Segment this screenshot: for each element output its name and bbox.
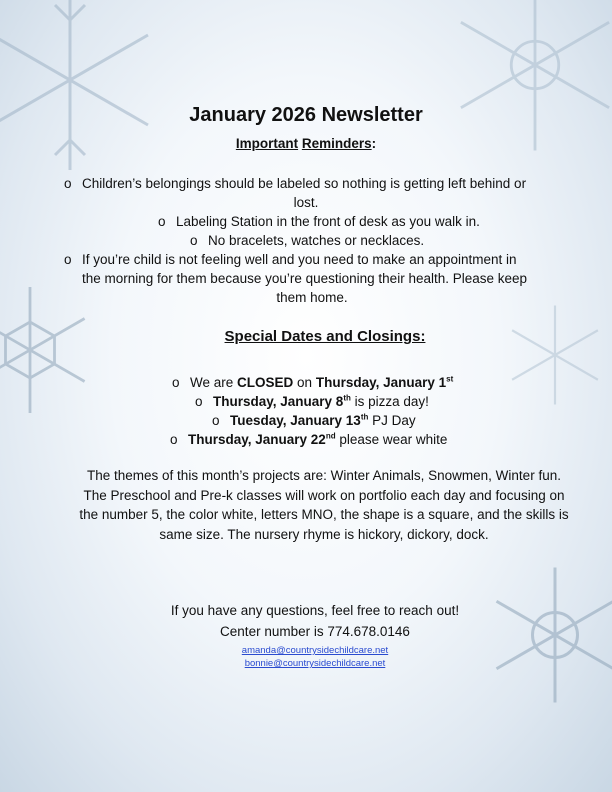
date-emphasis: CLOSED	[237, 375, 294, 390]
email-link-amanda[interactable]: amanda@countrysidechildcare.net	[241, 645, 389, 656]
email-link-bonnie[interactable]: bonnie@countrysidechildcare.net	[244, 658, 386, 669]
special-dates-heading: Special Dates and Closings:	[224, 328, 426, 345]
date-emphasis: Tuesday, January 13	[230, 413, 361, 428]
reminder-text: lost.	[293, 195, 319, 210]
reminder-item-continuation	[0, 288, 612, 307]
bullet-marker: o	[158, 214, 166, 229]
reminder-item	[190, 231, 424, 250]
date-text: PJ Day	[368, 413, 416, 428]
date-ordinal: nd	[325, 431, 336, 441]
bullet-marker: o	[170, 432, 178, 447]
bullet-marker: o	[190, 233, 198, 248]
reminders-heading-word-1: Important	[235, 136, 299, 151]
date-ordinal: th	[360, 412, 369, 422]
reminder-text: the morning for them because you’re questioning their health. Please keep	[82, 271, 528, 286]
date-text: on	[293, 375, 316, 390]
reminder-text: them home.	[276, 290, 348, 305]
reminder-item	[64, 250, 517, 269]
date-emphasis: Thursday, January 1	[315, 375, 447, 390]
reminders-heading-colon: :	[371, 136, 377, 151]
reminder-item	[158, 212, 480, 231]
themes-paragraph: The themes of this month’s projects are: Winter Animals, Snowmen, Winter fun. The Preschool and Pre-k classes will work on portfolio each day and focusing on the number 5, the color white, letters MNO, the shape is a square, and the skills is same size. The nursery rhyme is hickory, dickory, dock.	[79, 468, 569, 542]
date-item	[195, 392, 429, 411]
date-item	[170, 430, 447, 449]
reminders-heading-word-2: Reminders	[301, 136, 372, 151]
date-text: We are	[190, 375, 238, 390]
bullet-marker: o	[212, 413, 220, 428]
reminder-text: Children’s belongings should be labeled so nothing is getting left behind or	[82, 176, 527, 191]
reminders-heading	[0, 136, 612, 151]
bullet-marker: o	[172, 375, 180, 390]
newsletter-title: January 2026 Newsletter	[189, 104, 423, 126]
bullet-marker: o	[64, 176, 72, 191]
bullet-marker: o	[64, 252, 72, 267]
reminder-item-continuation	[0, 193, 612, 212]
date-item	[212, 411, 416, 430]
date-emphasis: Thursday, January 8	[213, 394, 344, 409]
date-ordinal: st	[446, 374, 454, 384]
center-phone: Center number is 774.678.0146	[220, 624, 410, 639]
reminder-text: No bracelets, watches or necklaces.	[208, 233, 425, 248]
reminder-text: Labeling Station in the front of desk as you walk in.	[176, 214, 480, 229]
contact-line: If you have any questions, feel free to reach out!	[170, 603, 460, 618]
bullet-marker: o	[195, 394, 203, 409]
reminder-item-continuation	[82, 269, 527, 288]
date-text: please wear white	[335, 432, 448, 447]
reminder-item	[64, 174, 526, 193]
date-emphasis: Thursday, January 22	[188, 432, 326, 447]
date-ordinal: th	[343, 393, 351, 403]
reminder-text: If you’re child is not feeling well and you need to make an appointment in	[82, 252, 517, 267]
date-item	[172, 373, 453, 392]
date-text: is pizza day!	[350, 394, 429, 409]
